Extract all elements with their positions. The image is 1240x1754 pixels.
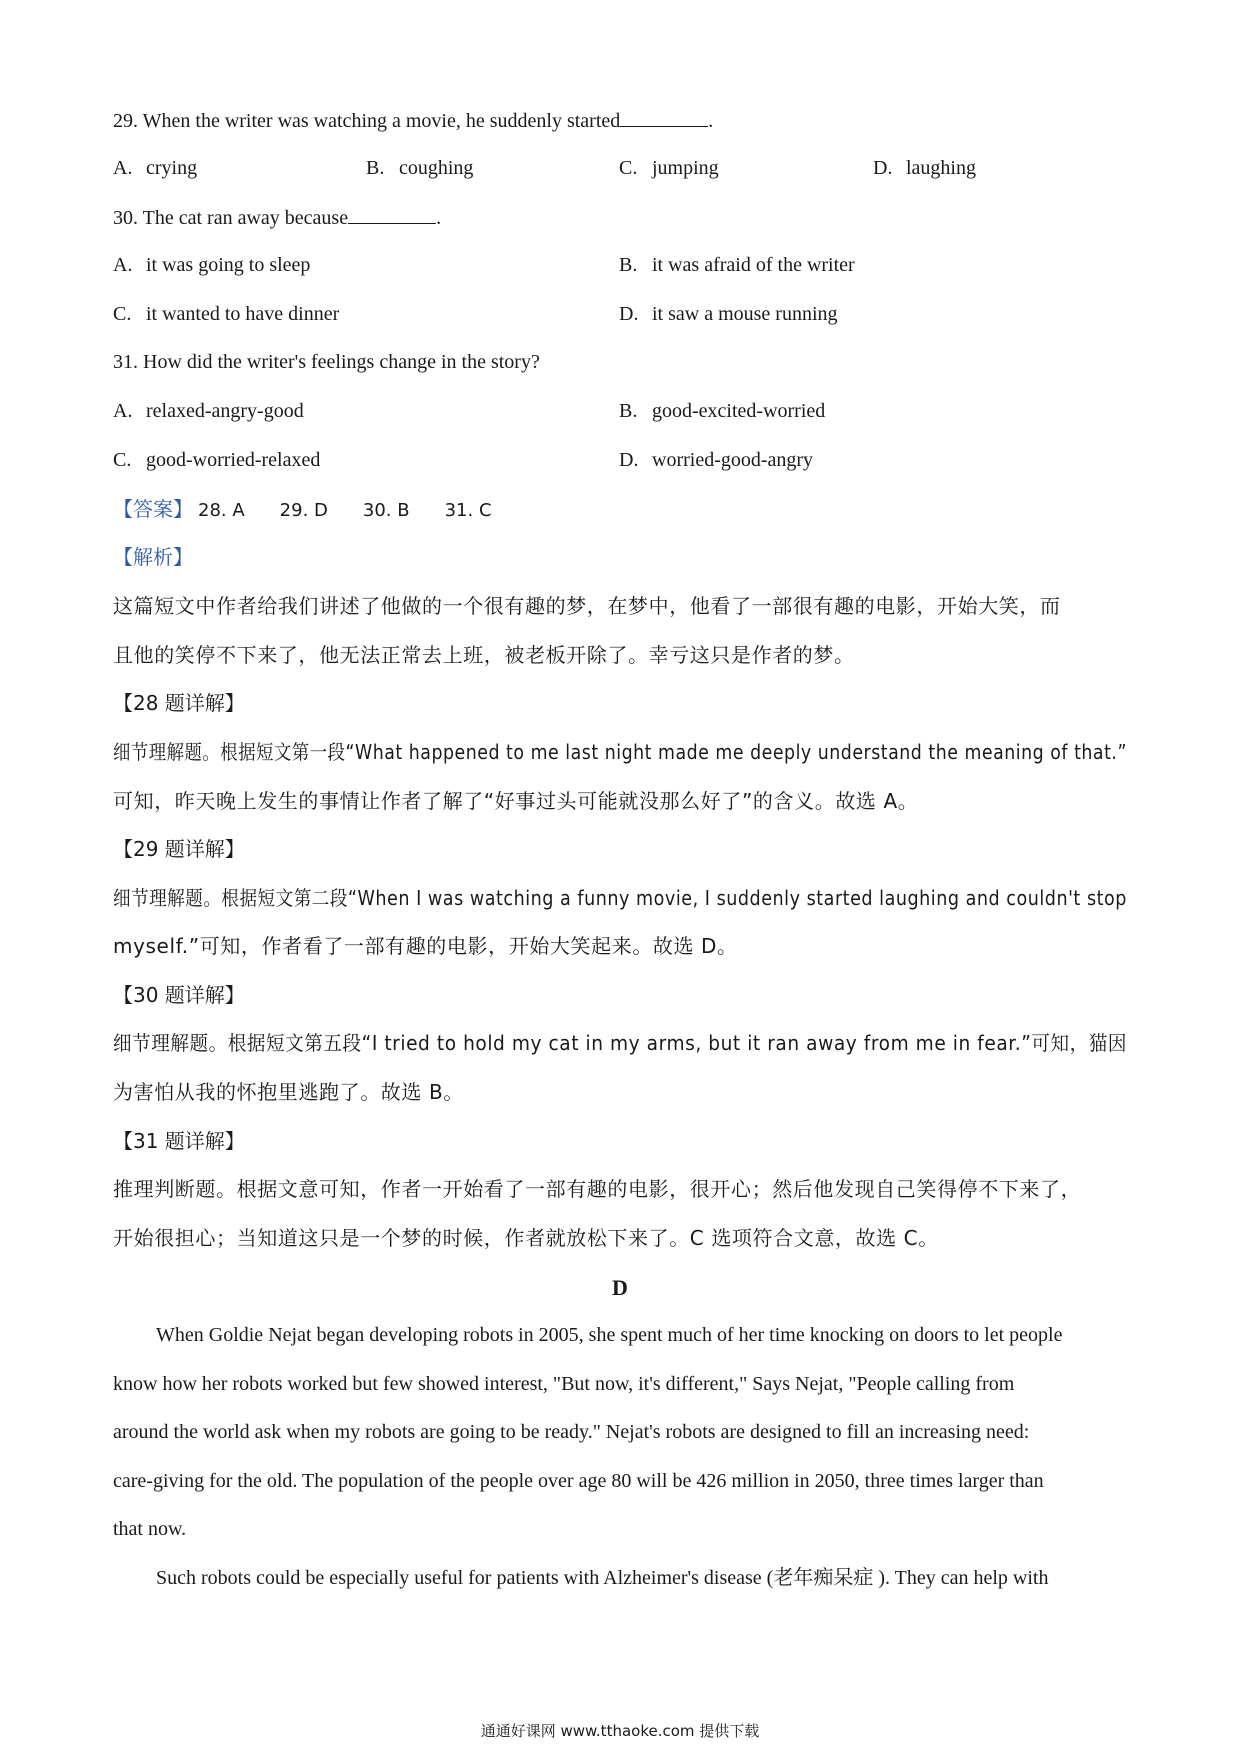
option-text: good-excited-worried [652,400,826,422]
passage-line: When Goldie Nejat began developing robots in 2005, she spent much of her time knocking on doors to let people [156,1324,1063,1346]
option-text: coughing [399,157,474,179]
question-29-stem [113,108,713,133]
option-text: laughing [906,157,976,179]
option-letter: C. [113,303,132,325]
stem-period: . [708,110,714,132]
q30-option-a [113,253,310,277]
analysis-summary-line: 这篇短文中作者给我们讲述了他做的一个很有趣的梦，在梦中，他看了一部很有趣的电影，开始大笑，而 [113,594,1061,618]
passage-line: care-giving for the old. The population of the people over age 80 will be 426 million in 2050, three times larger than [113,1470,1044,1492]
option-letter: B. [366,157,385,179]
option-text: it was afraid of the writer [652,254,855,276]
q31-option-d [619,448,813,472]
option-text: good-worried-relaxed [146,449,321,471]
answer-blank [348,205,436,224]
answer-item: 31. C [444,500,492,521]
passage-line: that now. [113,1518,187,1540]
analysis-summary-line: 且他的笑停不下来了，他无法正常去上班，被老板开除了。幸亏这只是作者的梦。 [113,643,855,667]
option-text: it wanted to have dinner [146,303,340,325]
detail-30-line: 细节理解题。根据短文第五段“I tried to hold my cat in my arms, but it ran away from me in fear.”可知，猫因 [113,1031,1128,1055]
q29-option-d [873,156,976,180]
q30-option-b [619,253,855,277]
detail-28-line: 细节理解题。根据短文第一段“What happened to me last night made me deeply understand the meaning of that.” [113,740,1127,764]
option-text: it saw a mouse running [652,303,838,325]
option-letter: D. [619,449,639,471]
option-letter: B. [619,400,638,422]
answer-line [113,497,522,523]
detail-28-heading: 【28 题详解】 [113,691,245,715]
detail-31-heading: 【31 题详解】 [113,1129,245,1153]
q31-option-b [619,399,825,423]
detail-29-line: 细节理解题。根据短文第二段“When I was watching a funny movie, I suddenly started laughing and couldn't stop [113,886,1127,910]
option-letter: C. [619,157,638,179]
option-letter: B. [619,254,638,276]
detail-30-heading: 【30 题详解】 [113,983,245,1007]
stem-period: . [436,207,442,229]
option-letter: A. [113,400,133,422]
detail-30-line: 为害怕从我的怀抱里逃跑了。故选 B。 [113,1080,464,1104]
q31-option-a [113,399,304,423]
option-letter: D. [619,303,639,325]
detail-29-line: myself.”可知，作者看了一部有趣的电影，开始大笑起来。故选 D。 [113,934,738,958]
option-text: relaxed-angry-good [146,400,304,422]
detail-29-heading: 【29 题详解】 [113,837,245,861]
detail-28-line: 可知，昨天晚上发生的事情让作者了解了“好事过头可能就没那么好了”的含义。故选 A。 [113,789,919,813]
q30-option-d [619,302,838,326]
answer-item: 29. D [279,500,328,521]
option-text: worried-good-angry [652,449,814,471]
passage-line: Such robots could be especially useful for patients with Alzheimer's disease (老年痴呆症 ). They can help with [156,1567,1049,1589]
question-29-text: 29. When the writer was watching a movie, he suddenly started [113,110,621,132]
analysis-label: 【解析】 [113,545,193,569]
q29-option-b [366,156,473,180]
q29-option-a [113,156,197,180]
option-letter: A. [113,157,133,179]
question-30-text: 30. The cat ran away because [113,207,349,229]
answer-item: 30. B [362,500,410,521]
q29-option-c [619,156,719,180]
passage-line: around the world ask when my robots are going to be ready." Nejat's robots are designed to fill an increasing need: [113,1421,1030,1443]
option-text: jumping [652,157,719,179]
answer-blank [620,108,708,127]
q30-option-c [113,302,339,326]
option-text: crying [146,157,198,179]
question-30-stem [113,205,441,230]
option-letter: A. [113,254,133,276]
answer-label: 【答案】 [113,497,193,521]
page-footer: 通通好课网 www.tthaoke.com 提供下载 [480,1722,760,1740]
answer-item: 28. A [198,500,245,521]
passage-line: know how her robots worked but few showed interest, "But now, it's different," Says Nejat, "People calling from [113,1373,1015,1395]
q31-option-c [113,448,320,472]
option-letter: C. [113,449,132,471]
detail-31-line: 推理判断题。根据文意可知，作者一开始看了一部有趣的电影，很开心；然后他发现自己笑得停不下来了， [113,1177,1082,1201]
option-letter: D. [873,157,893,179]
question-31-stem: 31. How did the writer's feelings change in the story? [113,351,540,373]
option-text: it was going to sleep [146,254,311,276]
detail-31-line: 开始很担心；当知道这只是一个梦的时候，作者就放松下来了。C 选项符合文意，故选 C。 [113,1226,939,1250]
section-d-title: D [612,1275,628,1300]
